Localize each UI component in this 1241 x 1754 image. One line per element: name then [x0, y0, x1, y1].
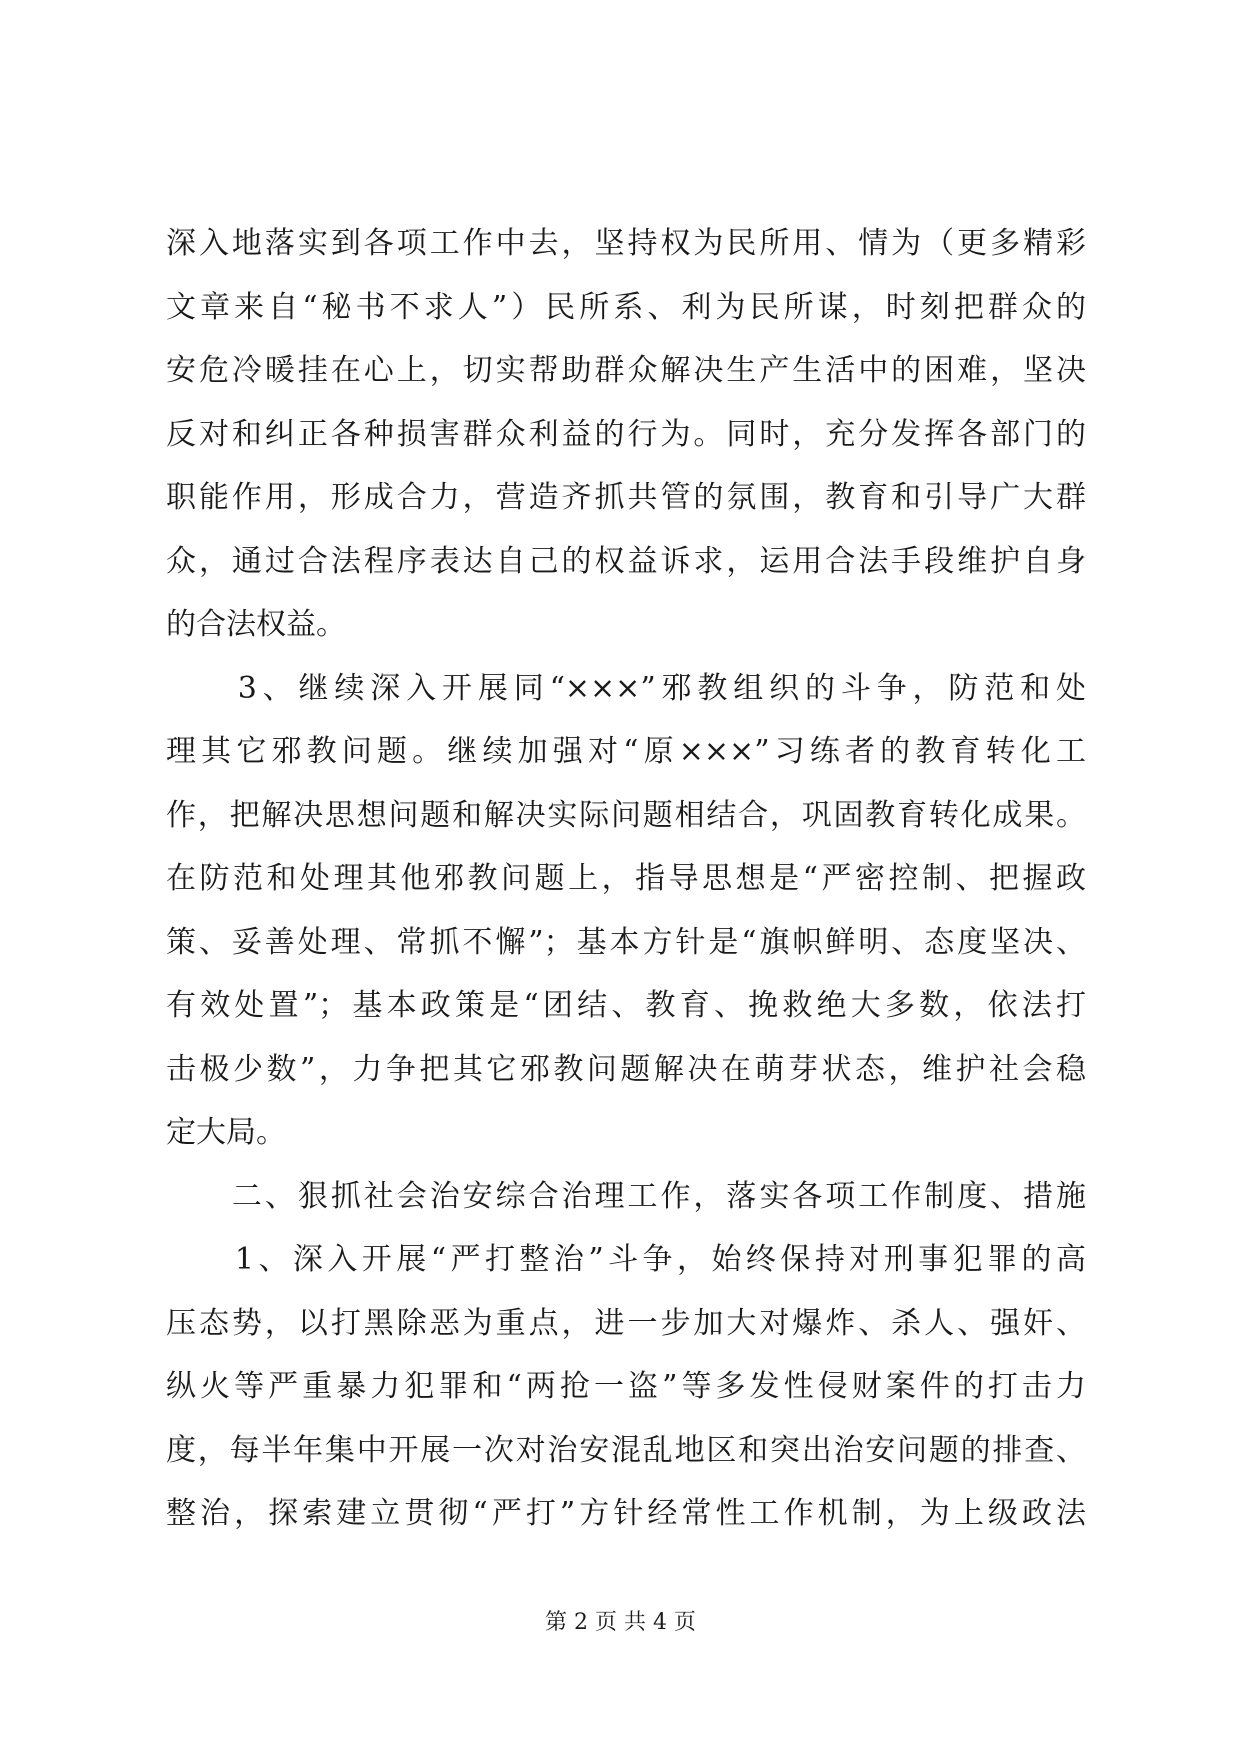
text-line: 有效处置”；基本政策是“团结、教育、挽救绝大多数，依法打	[166, 988, 1086, 1023]
text-line: 安危冷暖挂在心上，切实帮助群众解决生产生活中的困难，坚决	[166, 353, 1086, 388]
text-line: 度，每半年集中开展一次对治安混乱地区和突出治安问题的排查、	[166, 1432, 1086, 1468]
text-line: 纵火等严重暴力犯罪和“两抢一盗”等多发性侵财案件的打击力	[166, 1369, 1086, 1404]
text-line: 击极少数”，力争把其它邪教问题解决在萌芽状态，维护社会稳	[166, 1051, 1086, 1087]
text-line: 职能作用，形成合力，营造齐抓共管的氛围，教育和引导广大群	[166, 480, 1086, 515]
text-line: 深入地落实到各项工作中去，坚持权为民所用、情为（更多精彩	[166, 226, 1086, 261]
text-line: 压态势，以打黑除恶为重点，进一步加大对爆炸、杀人、强奸、	[166, 1305, 1086, 1341]
text-line: 在防范和处理其他邪教问题上，指导思想是“严密控制、把握政	[166, 861, 1086, 896]
text-line: 众，通过合法程序表达自己的权益诉求，运用合法手段维护自身	[166, 543, 1086, 579]
text-line: 作，把解决思想问题和解决实际问题相结合，巩固教育转化成果。	[166, 797, 1086, 833]
text-line: 理其它邪教问题。继续加强对“原×××”习练者的教育转化工	[166, 734, 1086, 769]
text-line: 二、狠抓社会治安综合治理工作，落实各项工作制度、措施	[166, 1178, 1086, 1214]
text-line: 策、妥善处理、常抓不懈”；基本方针是“旗帜鲜明、态度坚决、	[166, 924, 1086, 960]
text-line: 反对和纠正各种损害群众利益的行为。同时，充分发挥各部门的	[166, 416, 1086, 452]
text-line: 文章来自“秘书不求人”）民所系、利为民所谋，时刻把群众的	[166, 289, 1086, 325]
page-footer: 第 2 页 共 4 页	[545, 1610, 696, 1635]
text-line: 3、继续深入开展同“×××”邪教组织的斗争，防范和处	[166, 670, 1086, 706]
text-line: 的合法权益。	[166, 607, 346, 642]
text-line: 定大局。	[166, 1115, 286, 1150]
text-line: 整治，探索建立贯彻“严打”方针经常性工作机制，为上级政法	[166, 1496, 1086, 1531]
text-line: 1、深入开展“严打整治”斗争，始终保持对刑事犯罪的高	[166, 1242, 1086, 1277]
